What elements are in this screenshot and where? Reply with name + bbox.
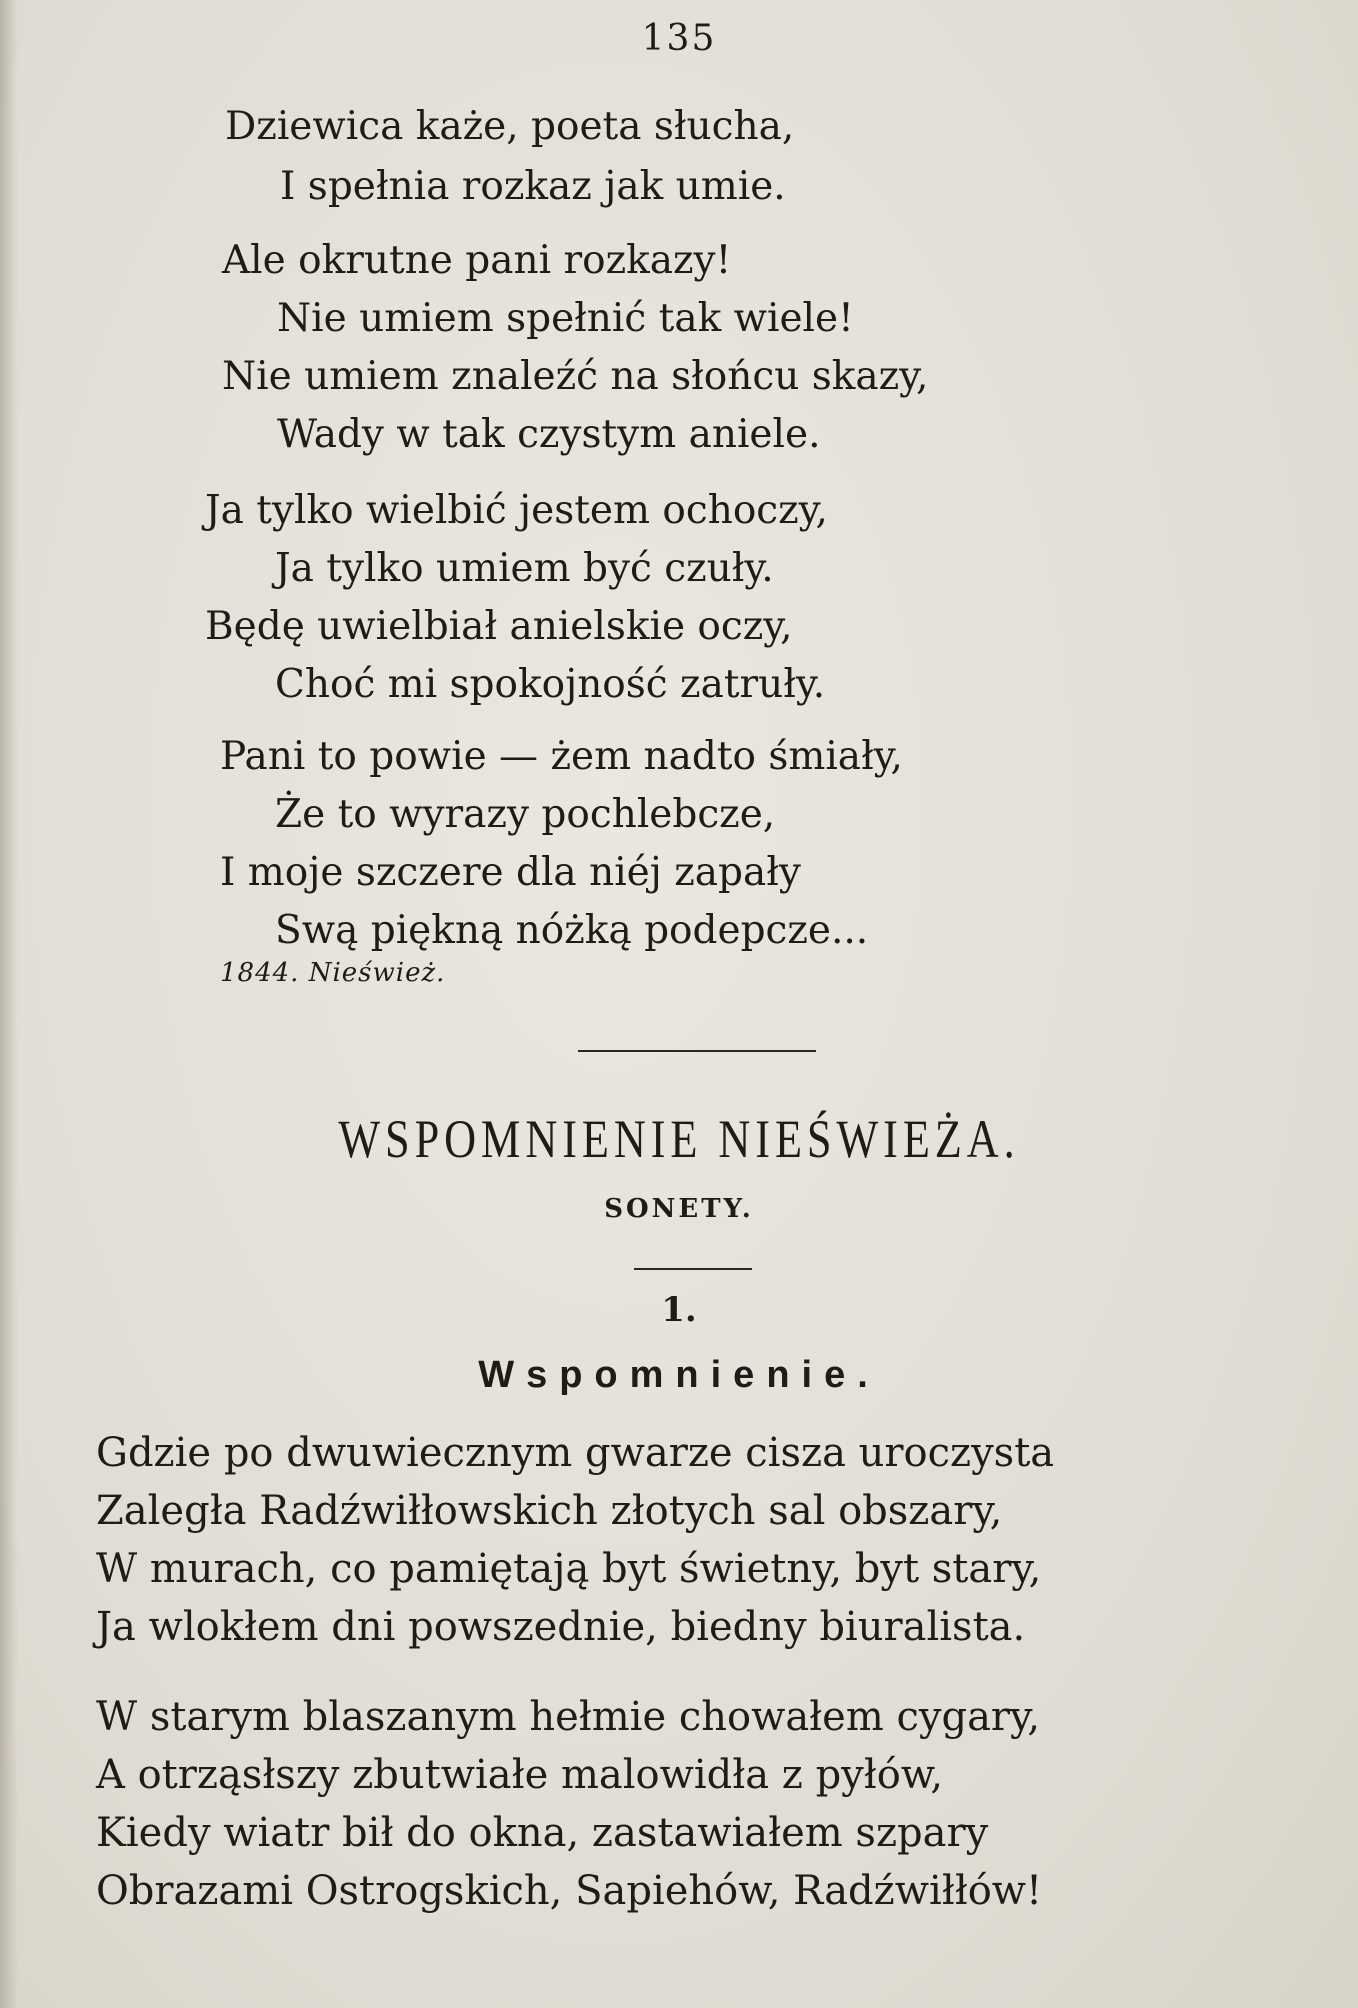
dateline: 1844. Nieśwież. (220, 958, 446, 988)
sonnet-line: Ja wlokłem dni powszednie, biedny biuralista. (96, 1604, 1026, 1650)
verse-line: Nie umiem znaleźć na słońcu skazy, (222, 354, 929, 399)
sonnet-line: Gdzie po dwuwiecznym gwarze cisza uroczysta (96, 1430, 1055, 1476)
verse-line: Ja tylko umiem być czuły. (275, 546, 774, 591)
sonnet-line: W starym blaszanym hełmie chowałem cygary, (96, 1694, 1041, 1740)
section-subtitle: SONETY. (604, 1194, 754, 1224)
verse-line: Nie umiem spełnić tak wiele! (277, 296, 854, 341)
verse-line: Wady w tak czystym aniele. (277, 412, 821, 457)
sonnet-line: W murach, co pamiętają byt świetny, byt stary, (96, 1546, 1042, 1592)
verse-line: Będę uwielbiał anielskie oczy, (205, 604, 793, 649)
verse-line: Dziewica każe, poeta słucha, (225, 104, 795, 149)
verse-line: Że to wyrazy pochlebcze, (275, 792, 776, 837)
verse-line: Swą piękną nóżką podepcze... (275, 908, 869, 953)
section-divider (578, 1050, 816, 1052)
sonnet-line: A otrząsłszy zbutwiałe malowidła z pyłów, (96, 1752, 944, 1798)
page-number: 135 (641, 18, 717, 59)
section-title: WSPOMNIENIE NIEŚWIEŻA. (338, 1109, 1020, 1169)
sonnet-number: 1. (661, 1290, 697, 1330)
verse-line: Ale okrutne pani rozkazy! (222, 238, 732, 283)
verse-line: Pani to powie — żem nadto śmiały, (220, 734, 903, 779)
verse-line: Ja tylko wielbić jestem ochoczy, (205, 488, 828, 533)
verse-line: Choć mi spokojność zatruły. (275, 662, 826, 707)
verse-line: I moje szczere dla niéj zapały (220, 850, 801, 895)
sonnet-title: Wspomnienie. (478, 1354, 880, 1396)
sonnet-line: Obrazami Ostrogskich, Sapiehów, Radźwiłłów! (96, 1868, 1043, 1914)
subtitle-divider (634, 1268, 752, 1270)
sonnet-line: Kiedy wiatr bił do okna, zastawiałem szpary (96, 1810, 989, 1856)
sonnet-line: Zaległa Radźwiłłowskich złotych sal obszary, (96, 1488, 1003, 1534)
page-gutter-shadow (0, 0, 18, 2008)
verse-line: I spełnia rozkaz jak umie. (280, 164, 786, 209)
